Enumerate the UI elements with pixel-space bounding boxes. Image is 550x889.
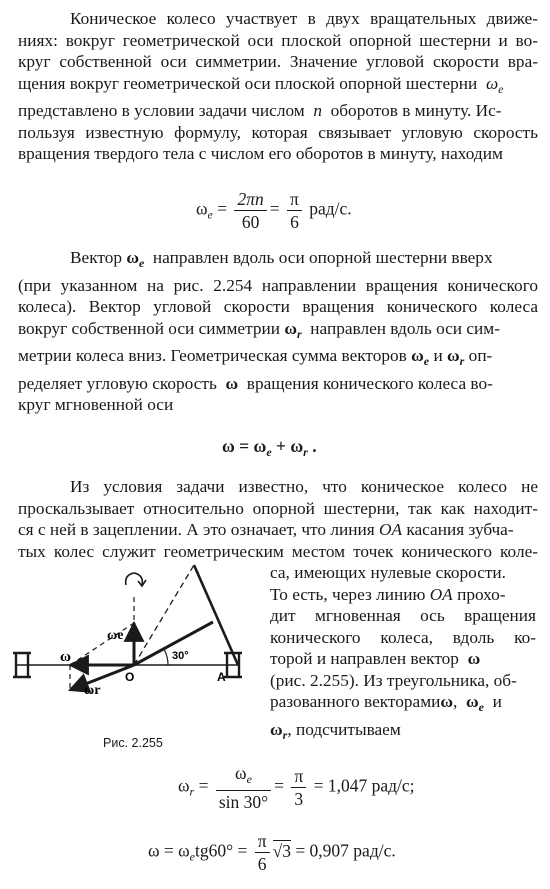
- equation-1: $\omega_e$ = $\frac{2\pi n}{60}$ = $\frac{\pi}{6}$ рад/с.: [196, 189, 352, 232]
- label-omega-r: ωr: [84, 683, 101, 698]
- p1-line-6: пользуя известную формулу, которая связывает угловую скорость: [18, 122, 538, 142]
- paragraph-3: Из условия задачи известно, что коническое колесо не проскальзывает относительно опорной шестерни, так как находит- ся с ней в зацеплении. А это означает, что линия OA касания зубча- тых колес служит геометрическим местом точек конического коле-: [18, 477, 538, 561]
- p1-line-3: круг собственной оси симметрии. Значение угловой скорости вра-: [18, 52, 538, 71]
- p1-line-5: представлено в условии задачи числом n оборотов в минуту. Ис-: [18, 101, 502, 120]
- figure-caption: Рис. 2.255: [103, 736, 163, 750]
- equation-4: $\omega = \omega_etg60^\circ$ = $\frac{\pi}{6}$ √3 = 0,907 рад/с.: [148, 831, 396, 874]
- figure-2-255: [8, 555, 248, 720]
- rotation-arrow: [126, 573, 146, 586]
- label-omega-e: ωe: [107, 628, 124, 643]
- p1-line-4: щения вокруг геометрической оси плоской опорной шестерни $\omega_e$: [18, 73, 504, 96]
- label-angle: 30°: [172, 650, 189, 662]
- cone-side-line: [194, 565, 238, 665]
- label-O: O: [125, 670, 135, 684]
- angle-arc: [164, 649, 168, 665]
- p1-line-2: ниях: вокруг геометрической оси плоской опорной шестерни и во-: [18, 30, 538, 50]
- equation-3: $\omega_r$ = $\frac{\omega_e}{\sin 30^\circ}$ = $\frac{\pi}{3}$ = 1,047 рад/с;: [178, 763, 415, 812]
- equation-2: $\omega = \omega_e + \omega_r$ .: [222, 436, 317, 459]
- paragraph-1: [18, 8, 538, 165]
- paragraph-3-wrap: са, имеющих нулевые скорости. То есть, через линию OA прохо- дит мгновенная ось вращения конического колеса, вдоль ко- торой и направлен вектор ω (рис. 2.255). Из треугольника, об- разованного векторамиω, $\omega_e$ и $\omega_r$, подсчитываем: [270, 563, 536, 742]
- dashed-construction-1: [70, 623, 134, 665]
- label-omega: ω: [60, 649, 71, 665]
- p1-line-7: вращения твердого тела с числом его оборотов в минуту, находим: [18, 144, 503, 163]
- label-A: A: [217, 670, 226, 684]
- p1-line-1: Коническое колесо участвует в двух вращательных движе-: [70, 9, 538, 28]
- paragraph-2: Вектор $\omega_e$ направлен вдоль оси опорной шестерни вверх (при указанном на рис. 2.254 направлении вращения конического колеса). Вектор угловой скорости вращения конического колеса вокруг собственной оси симметрии $\omega_r$ направлен вдоль оси сим- метрии колеса вниз. Геометрическая сумма векторов $\omega_e$ и $\omega_r$ оп- ределяет угловую скорость ω вращения конического колеса во- круг мгновенной оси: [18, 248, 538, 414]
